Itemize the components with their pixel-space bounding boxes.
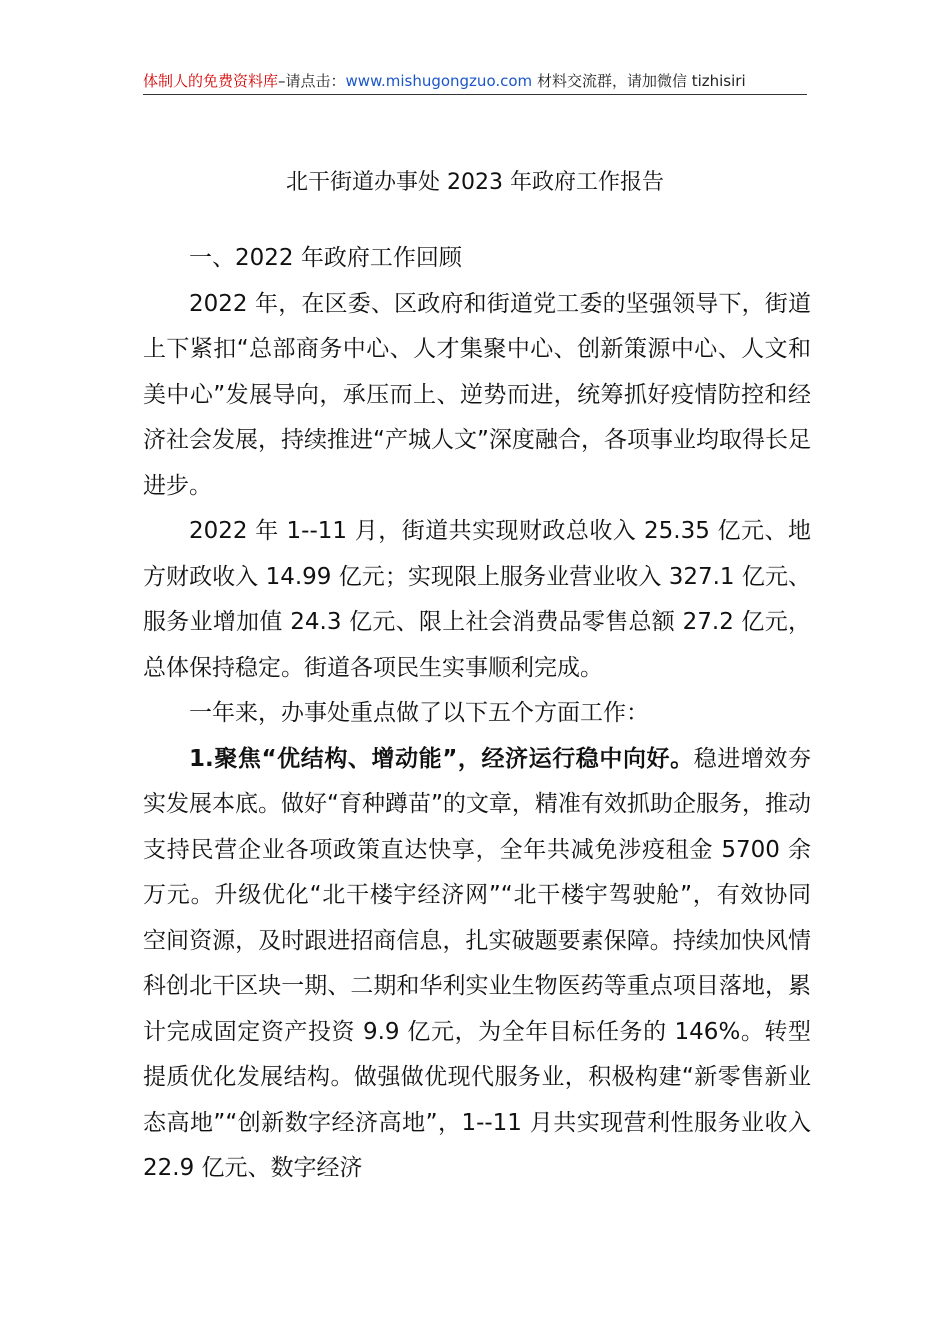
header-prompt: –请点击： xyxy=(278,72,346,90)
header-brand: 体制人的免费资料库 xyxy=(143,72,279,90)
paragraph-4-lead: 1.聚焦“优结构、增动能”，经济运行稳中向好。 xyxy=(189,745,694,772)
document-title: 北干街道办事处 2023 年政府工作报告 xyxy=(286,170,664,195)
section-heading: 一、2022 年政府工作回顾 xyxy=(189,245,462,271)
paragraph-4-text: 稳进增效夯实发展本底。做好“育种蹲苗”的文章，精准有效抓助企服务，推动支持民营企业各项政策直达快享，全年共减免涉疫租金 5700 余万元。升级优化“北干楼宇经济网”“北干楼宇驾驶舱”，有效协同空间资源，及时跟进招商信息，扎实破题要素保障。持续加快风情科创北干区块一期、二期和华利实业生物医药等重点项目落地，累计完成固定资产投资 9.9 亿元，为全年目标任务的 146%。转型提质优化发展结构。做强做优现代服务业，积极构建“新零售新业态高地”“创新数字经济高地”，1--11 月共实现营利性服务业收入 22.9 亿元、数字经济 xyxy=(143,745,811,1181)
document-body xyxy=(143,236,811,1192)
header-contact: 材料交流群，请加微信 tizhisiri xyxy=(532,72,746,90)
page-header xyxy=(143,68,807,95)
paragraph-2: 2022 年 1--11 月，街道共实现财政总收入 25.35 亿元、地方财政收入 14.99 亿元；实现限上服务业营业收入 327.1 亿元、服务业增加值 24.3 亿元、限上社会消费品零售总额 27.2 亿元，总体保持稳定。街道各项民生实事顺利完成。 xyxy=(143,518,811,681)
paragraph-1: 2022 年，在区委、区政府和街道党工委的坚强领导下，街道上下紧扣“总部商务中心、人才集聚中心、创新策源中心、人文和美中心”发展导向，承压而上、逆势而进，统筹抓好疫情防控和经济社会发展，持续推进“产城人文”深度融合，各项事业均取得长足进步。 xyxy=(143,290,811,499)
paragraph-3: 一年来，办事处重点做了以下五个方面工作： xyxy=(189,700,649,726)
header-link[interactable]: www.mishugongzuo.com xyxy=(345,72,533,90)
paragraph-4 xyxy=(143,737,811,1192)
